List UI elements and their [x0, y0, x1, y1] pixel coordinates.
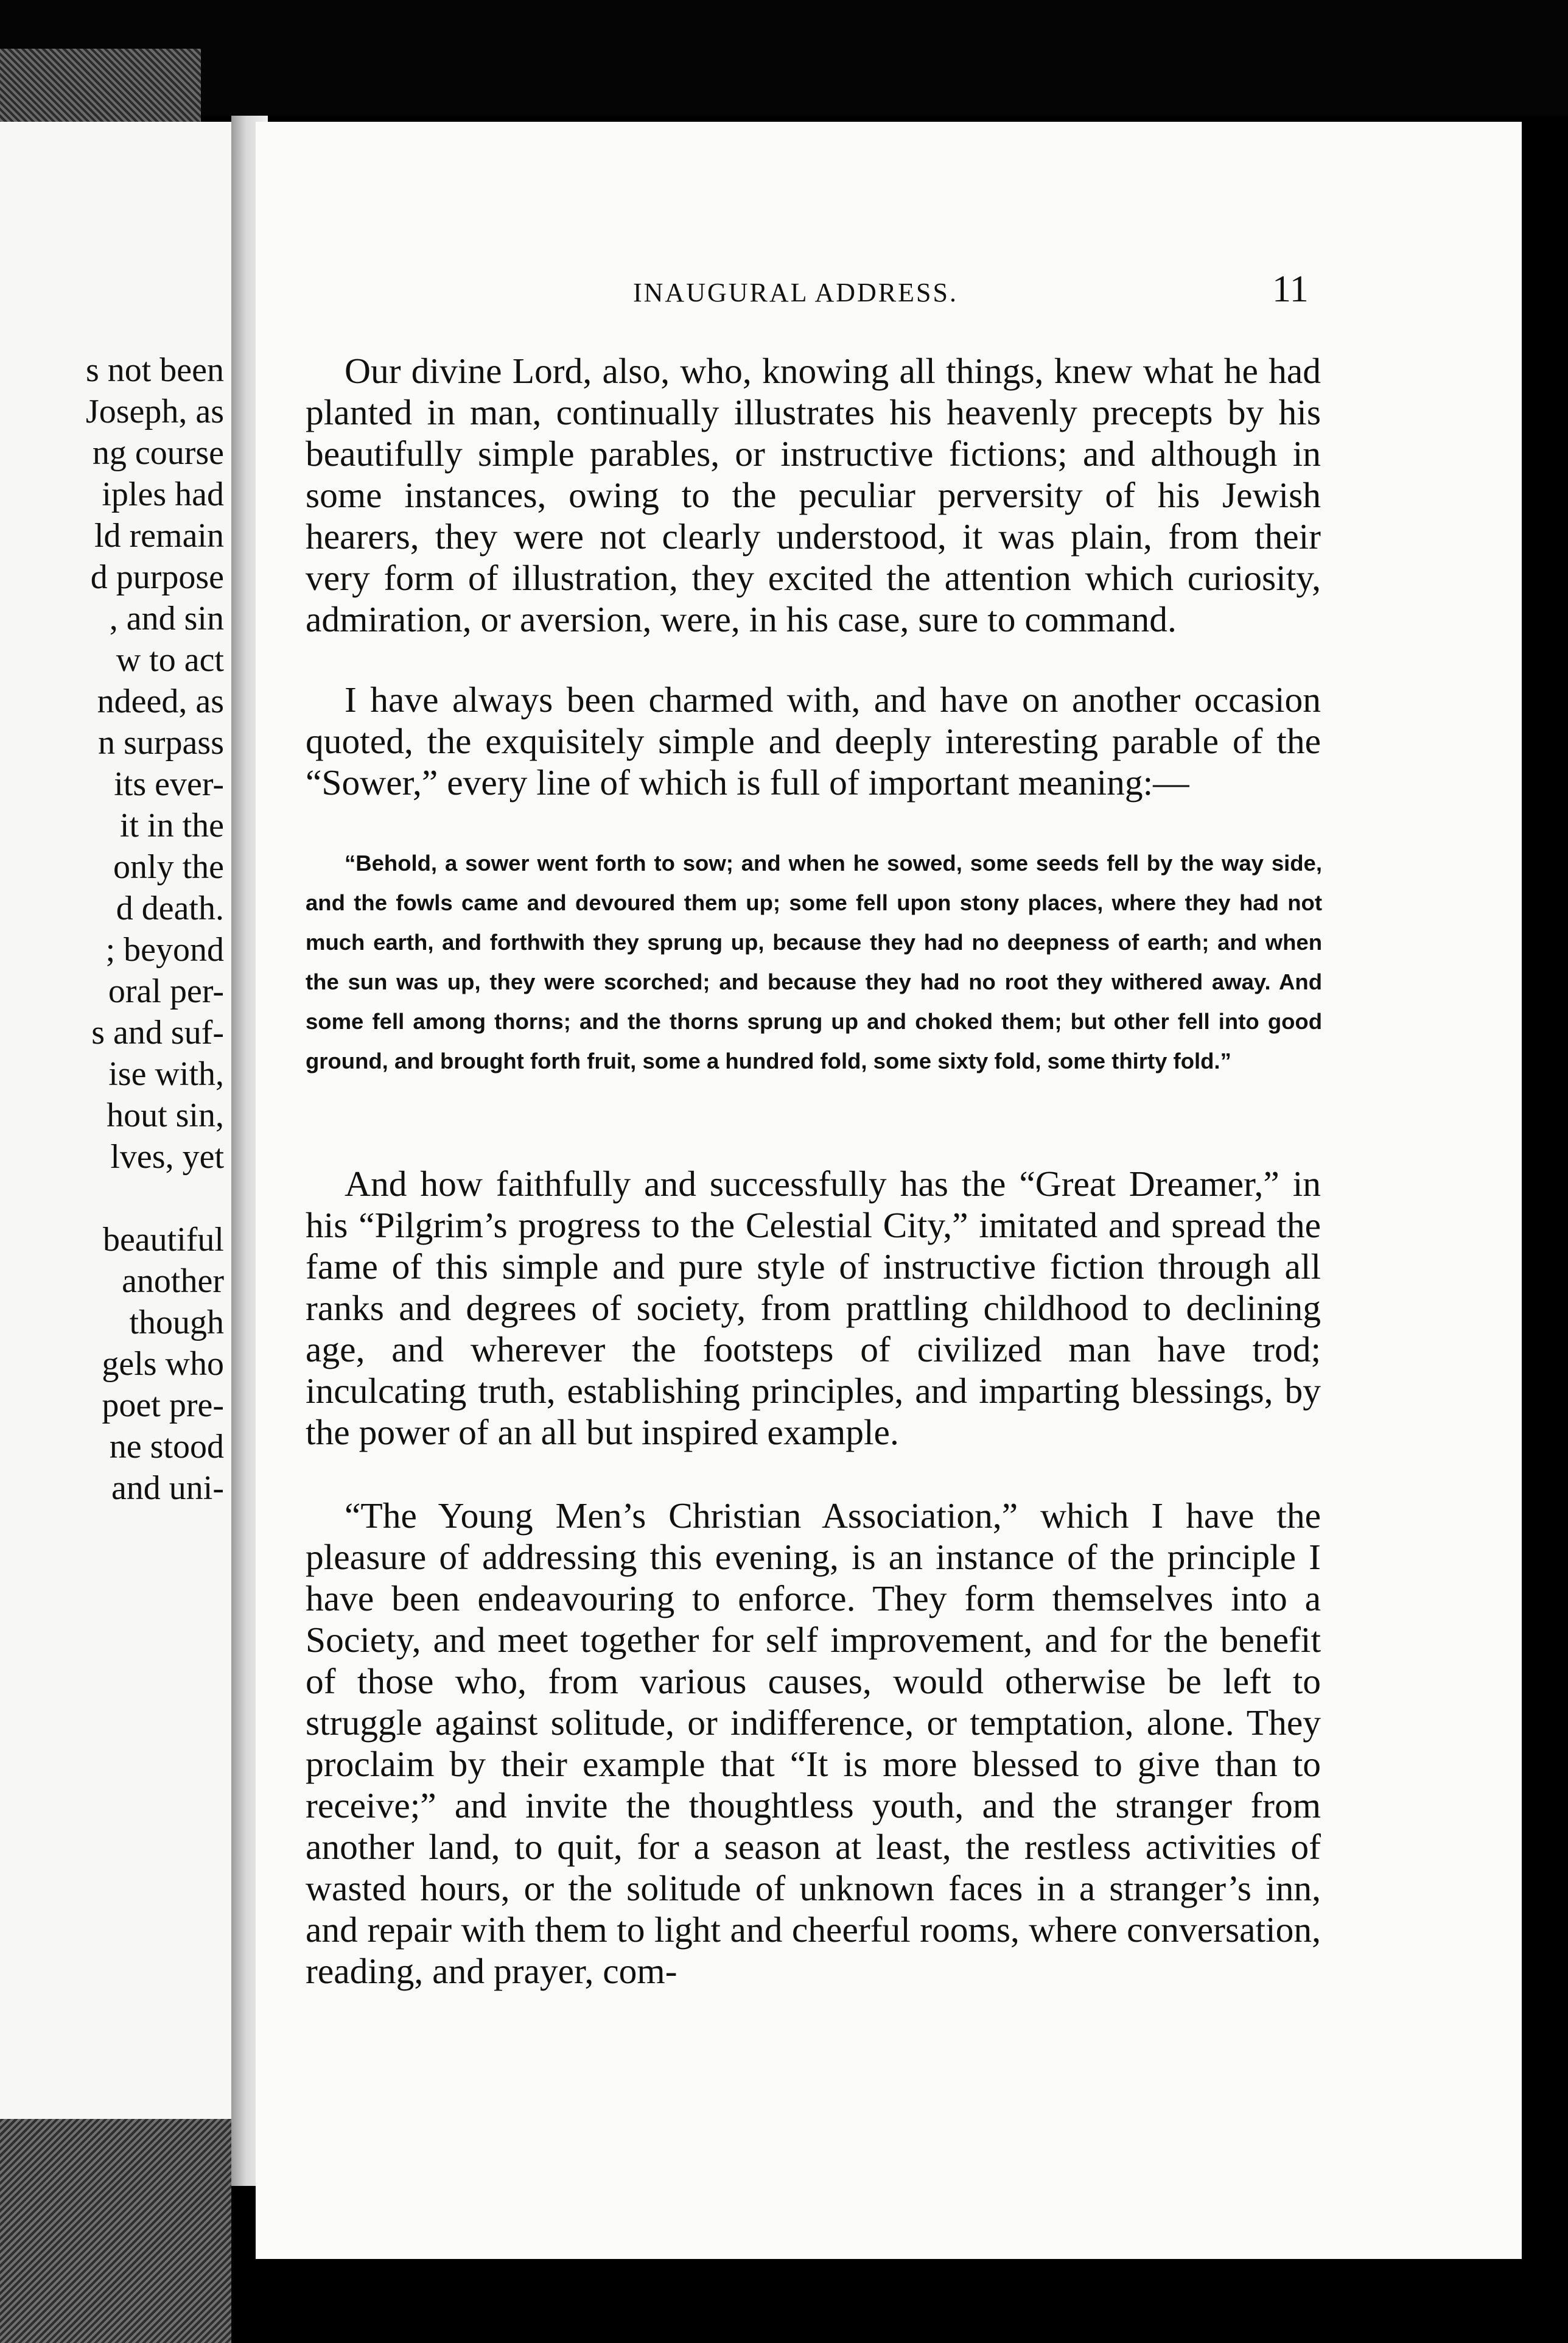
left-page-line: gels who — [102, 1345, 224, 1383]
left-page-line: Joseph, as — [85, 393, 224, 430]
left-page-line: poet pre- — [102, 1386, 224, 1424]
left-page-line: ng course — [92, 434, 224, 472]
left-page-line: n surpass — [98, 724, 224, 762]
left-page-line: only the — [113, 848, 224, 886]
left-page-line: ne stood — [109, 1428, 224, 1466]
left-page-line: , and sin — [109, 600, 224, 638]
left-page-line: ; beyond — [105, 931, 224, 969]
binding-cloth-bottom — [0, 2119, 231, 2343]
left-page-line: iples had — [102, 476, 224, 513]
left-page-line: s not been — [85, 351, 224, 389]
scan-border — [0, 0, 1568, 116]
left-page-line: w to act — [116, 641, 224, 679]
paragraph: And how faithfully and successfully has the “Great Dreamer,” in his “Pilgrim’s progress to the Celestial City,” imitated and spread the fame of this simple and pure style of instructive fiction through all ranks and degrees of society, from prattling childhood to declining age, and wherever the footsteps of civilized man have trod; inculcating truth, establishing principles, and imparting blessings, by the power of an all but inspired example. — [306, 1164, 1321, 1452]
paragraph: “The Young Men’s Christian Association,” which I have the pleasure of addressing this evening, is an instance of the principle I have been endeavouring to enforce. They form themselves into a Society, and meet together for self improvement, and for the benefit of those who, from various causes, would otherwise be left to struggle against solitude, or indifference, or temptation, alone. They proclaim by their example that “It is more blessed to give than to receive;” and invite the thoughtless youth, and the stranger from another land, to quit, for a season at least, the restless activities of wasted hours, or the solitude of unknown faces in a stranger’s inn, and repair with them to light and cheerful rooms, where conversation, reading, and prayer, com- — [306, 1495, 1321, 1991]
scan-border-right — [1522, 116, 1568, 2343]
left-page-line: ise with, — [108, 1055, 224, 1093]
block-quotation: “Behold, a sower went forth to sow; and when he sowed, some seeds fell by the way side, and the fowls came and devoured them up; some fell upon stony places, where they had not much earth, and forthwith they sprung up, because they had no deepness of earth; and when the sun was up, they were scorched; and because they had no root they withered away. And some fell among thorns; and the thorns sprung up and choked them; but other fell into good ground, and brought forth fruit, some a hundred fold, some sixty fold, some thirty fold.” — [306, 851, 1322, 1073]
left-page-line: it in the — [119, 807, 224, 845]
page-number: 11 — [1272, 269, 1309, 310]
left-page-line: oral per- — [108, 972, 224, 1010]
left-page — [0, 122, 231, 2119]
left-page-line: ndeed, as — [97, 683, 224, 720]
left-page-line: hout sin, — [107, 1097, 224, 1134]
left-page-line: and uni- — [111, 1469, 224, 1507]
left-page-line: s and suf- — [91, 1014, 224, 1052]
paragraph: Our divine Lord, also, who, knowing all things, knew what he had planted in man, continually illustrates his heavenly precepts by his beautifully simple parables, or instructive fictions; and although in some instances, owing to the peculiar perversity of his Jewish hearers, they were not clearly understood, it was plain, from their very form of illustration, they excited the attention which curiosity, admiration, or aversion, were, in his case, sure to command. — [306, 351, 1321, 639]
paragraph: I have always been charmed with, and have on another occasion quoted, the exquisitely simple and deeply interesting parable of the “Sower,” every line of which is full of important meaning:— — [306, 680, 1321, 803]
running-head: INAUGURAL ADDRESS. — [633, 278, 958, 307]
left-page-line: its ever- — [114, 765, 224, 803]
left-page-line: ld remain — [94, 517, 224, 555]
left-page-line: lves, yet — [110, 1138, 224, 1176]
left-page-line: though — [129, 1304, 224, 1341]
binding-cloth-top — [0, 49, 201, 128]
left-page-line: d purpose — [90, 558, 224, 596]
left-page-line: beautiful — [102, 1221, 224, 1259]
left-page-line: d death. — [116, 890, 224, 927]
left-page-line: another — [122, 1262, 224, 1300]
